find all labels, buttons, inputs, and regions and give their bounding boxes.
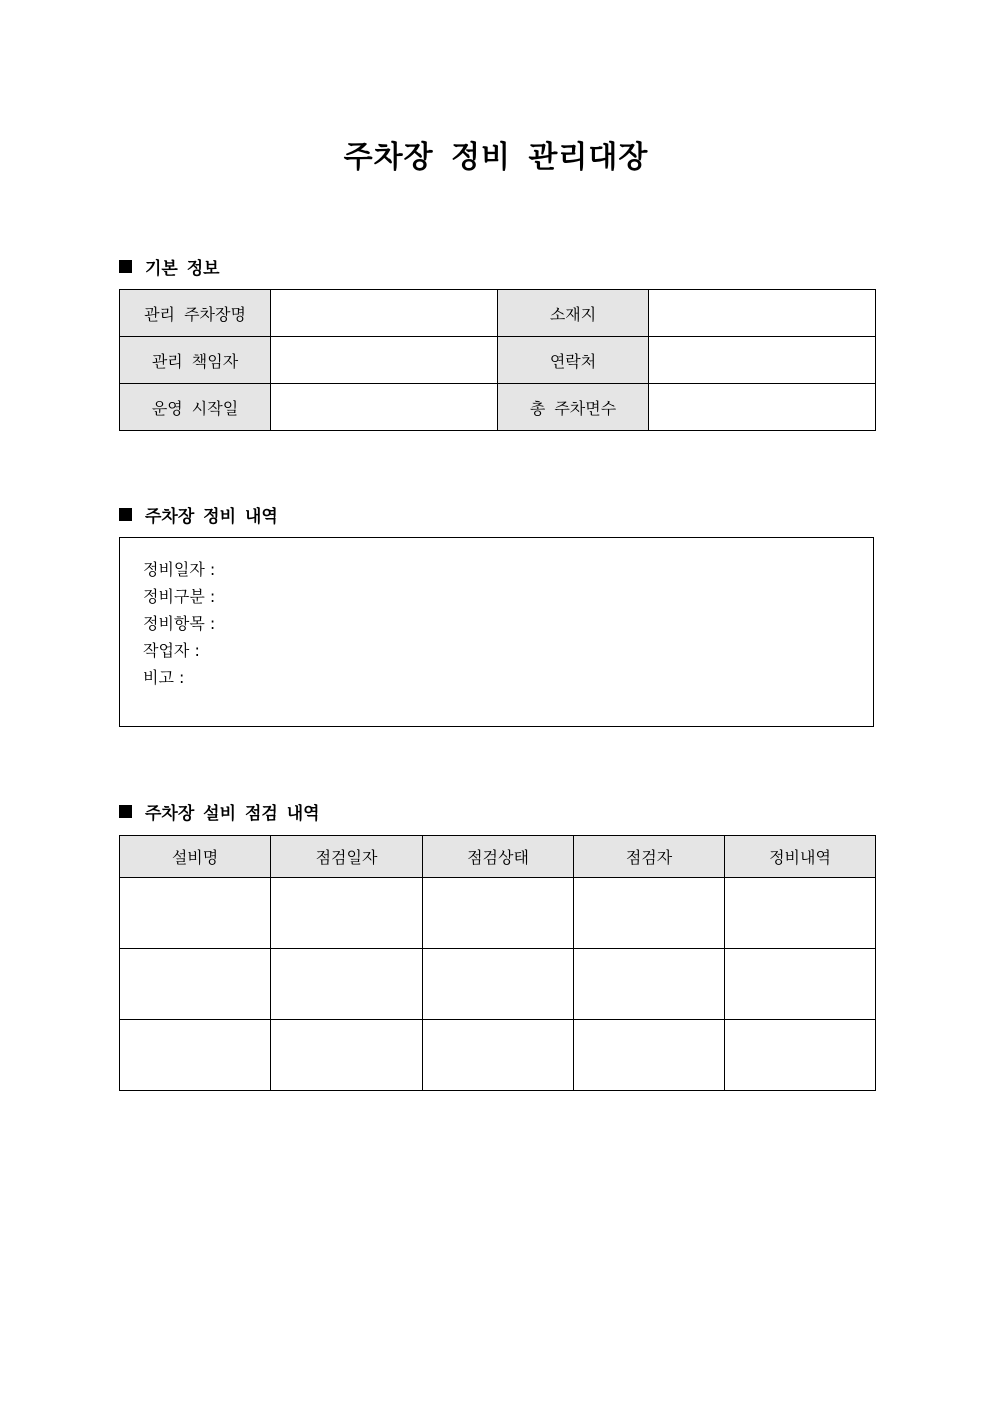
- table-row: [120, 384, 876, 431]
- table-cell[interactable]: [120, 1020, 271, 1091]
- maintenance-details-heading-text: 주차장 정비 내역: [145, 507, 278, 527]
- parking-lot-name-label: 관리 주차장명: [120, 290, 271, 337]
- contact-field[interactable]: [649, 337, 876, 384]
- operation-start-field[interactable]: [271, 384, 498, 431]
- table-header-row: [120, 836, 876, 878]
- maintenance-type-label: 정비구분 :: [143, 587, 216, 606]
- table-row: [120, 337, 876, 384]
- manager-label: 관리 책임자: [120, 337, 271, 384]
- column-header-inspection-date: 점검일자: [271, 836, 423, 878]
- table-cell[interactable]: [271, 949, 423, 1020]
- contact-label: 연락처: [498, 337, 649, 384]
- document-title: 주차장 정비 관리대장: [343, 140, 649, 175]
- table-cell[interactable]: [423, 1020, 574, 1091]
- table-cell[interactable]: [271, 878, 423, 949]
- square-bullet-icon: [119, 805, 132, 818]
- maintenance-item-line[interactable]: [143, 610, 873, 637]
- table-row: [120, 878, 876, 949]
- table-row: [120, 1020, 876, 1091]
- table-cell[interactable]: [574, 1020, 725, 1091]
- maintenance-type-line[interactable]: [143, 583, 873, 610]
- remarks-line[interactable]: [143, 664, 873, 691]
- table-cell[interactable]: [725, 1020, 876, 1091]
- square-bullet-icon: [119, 260, 132, 273]
- facility-inspection-table: [119, 835, 876, 1091]
- location-field[interactable]: [649, 290, 876, 337]
- parking-lot-name-field[interactable]: [271, 290, 498, 337]
- total-spaces-label: 총 주차면수: [498, 384, 649, 431]
- operation-start-label: 운영 시작일: [120, 384, 271, 431]
- table-cell[interactable]: [423, 949, 574, 1020]
- table-row: [120, 949, 876, 1020]
- remarks-label: 비고 :: [143, 668, 185, 687]
- location-label: 소재지: [498, 290, 649, 337]
- table-cell[interactable]: [574, 878, 725, 949]
- basic-info-heading-text: 기본 정보: [145, 259, 220, 279]
- maintenance-details-box: [119, 537, 874, 727]
- table-cell[interactable]: [423, 878, 574, 949]
- maintenance-details-heading: [119, 502, 278, 527]
- maintenance-date-line[interactable]: [143, 556, 873, 583]
- table-cell[interactable]: [574, 949, 725, 1020]
- column-header-inspection-status: 점검상태: [423, 836, 574, 878]
- worker-label: 작업자 :: [143, 641, 200, 660]
- total-spaces-field[interactable]: [649, 384, 876, 431]
- table-cell[interactable]: [725, 878, 876, 949]
- facility-inspection-heading-text: 주차장 설비 점검 내역: [145, 804, 320, 824]
- column-header-inspector: 점검자: [574, 836, 725, 878]
- column-header-maintenance-details: 정비내역: [725, 836, 876, 878]
- facility-inspection-heading: [119, 799, 320, 824]
- maintenance-item-label: 정비항목 :: [143, 614, 216, 633]
- table-cell[interactable]: [271, 1020, 423, 1091]
- table-cell[interactable]: [120, 878, 271, 949]
- table-row: [120, 290, 876, 337]
- worker-line[interactable]: [143, 637, 873, 664]
- manager-field[interactable]: [271, 337, 498, 384]
- column-header-equipment: 설비명: [120, 836, 271, 878]
- table-cell[interactable]: [725, 949, 876, 1020]
- maintenance-date-label: 정비일자 :: [143, 560, 216, 579]
- table-cell[interactable]: [120, 949, 271, 1020]
- square-bullet-icon: [119, 508, 132, 521]
- basic-info-heading: [119, 254, 220, 279]
- basic-info-table: [119, 289, 876, 431]
